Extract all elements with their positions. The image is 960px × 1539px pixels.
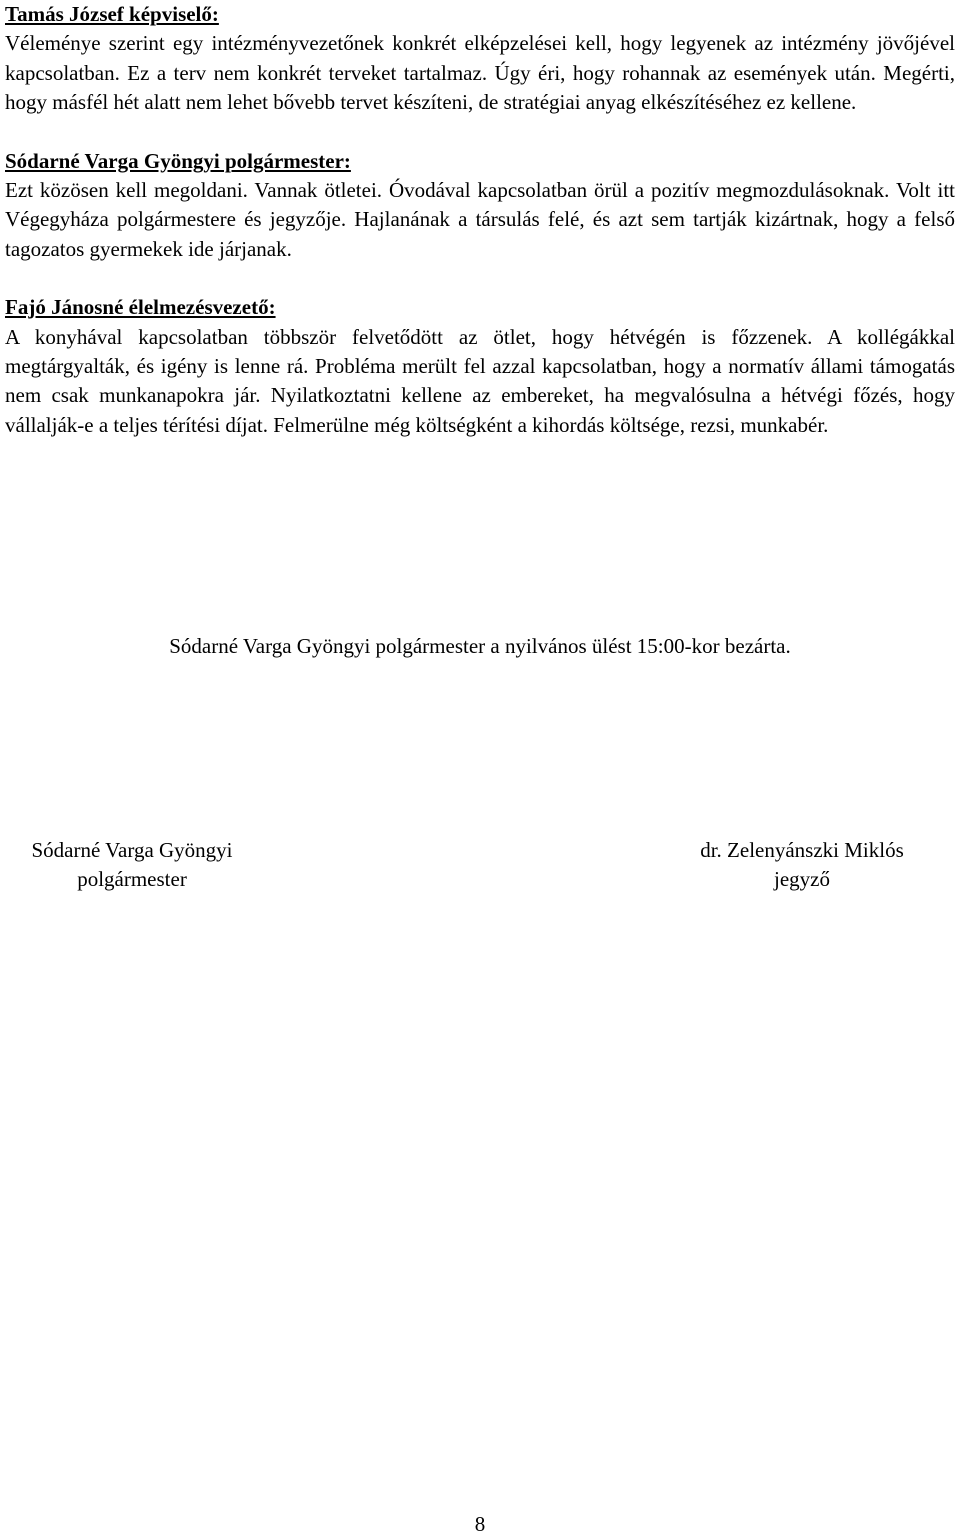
speaker-heading: Sódarné Varga Gyöngyi polgármester: [5, 148, 351, 173]
speech-paragraph: Ezt közösen kell megoldani. Vannak ötletei. Óvodával kapcsolatban örül a pozitív megmozdulásoknak. Volt itt Végegyháza polgármestere és jegyzője. Hajlanának a társulás felé, és azt sem tartják kizártnak, hogy a felső tagozatos gyermekek ide járjanak. [5, 178, 955, 261]
signature-name: Sódarné Varga Gyöngyi [31, 838, 233, 862]
section-fajo-janosne [5, 293, 955, 440]
signature-name: dr. Zelenyánszki Miklós [700, 838, 904, 862]
section-tamas-jozsef [5, 0, 955, 118]
page-number: 8 [474, 1512, 486, 1536]
speaker-heading: Tamás József képviselő: [5, 2, 219, 26]
section-sodarne-varga-gyongyi [5, 147, 955, 265]
signature-block-notary [690, 836, 914, 895]
speech-paragraph: Véleménye szerint egy intézményvezetőnek konkrét elképzelései kell, hogy legyenek az intézmény jövőjével kapcsolatban. Ez a terv nem konkrét terveket tartalmaz. Úgy éri, hogy rohannak az események után. Megérti, hogy másfél hét alatt nem lehet bővebb tervet készíteni, de stratégiai anyag elkészítéséhez ez kellene. [5, 31, 955, 115]
speech-paragraph: A konyhával kapcsolatban többször felvetődött az ötlet, hogy hétvégén is főzzenek. A kollégákkal megtárgyalták, és igény is lenne rá. Probléma merült fel azzal kapcsolatban, hogy a normatív állami támogatás nem csak munkanapokra jár. Nyilatkoztatni kellene az embereket, ha megvalósulna a hétvégi főzés, hogy vállalják-e a teljes térítési díjat. Felmerülne még költségként a kihordás költsége, rezsi, munkabér. [5, 324, 955, 437]
speaker-heading: Fajó Jánosné élelmezésvezető: [5, 295, 276, 320]
document-body [5, 0, 955, 440]
signature-title: polgármester [77, 867, 187, 892]
signature-title: jegyző [774, 867, 830, 892]
closing-statement: Sódarné Varga Gyöngyi polgármester a nyilvános ülést 15:00-kor bezárta. [169, 634, 791, 658]
signature-block-mayor [8, 836, 256, 895]
